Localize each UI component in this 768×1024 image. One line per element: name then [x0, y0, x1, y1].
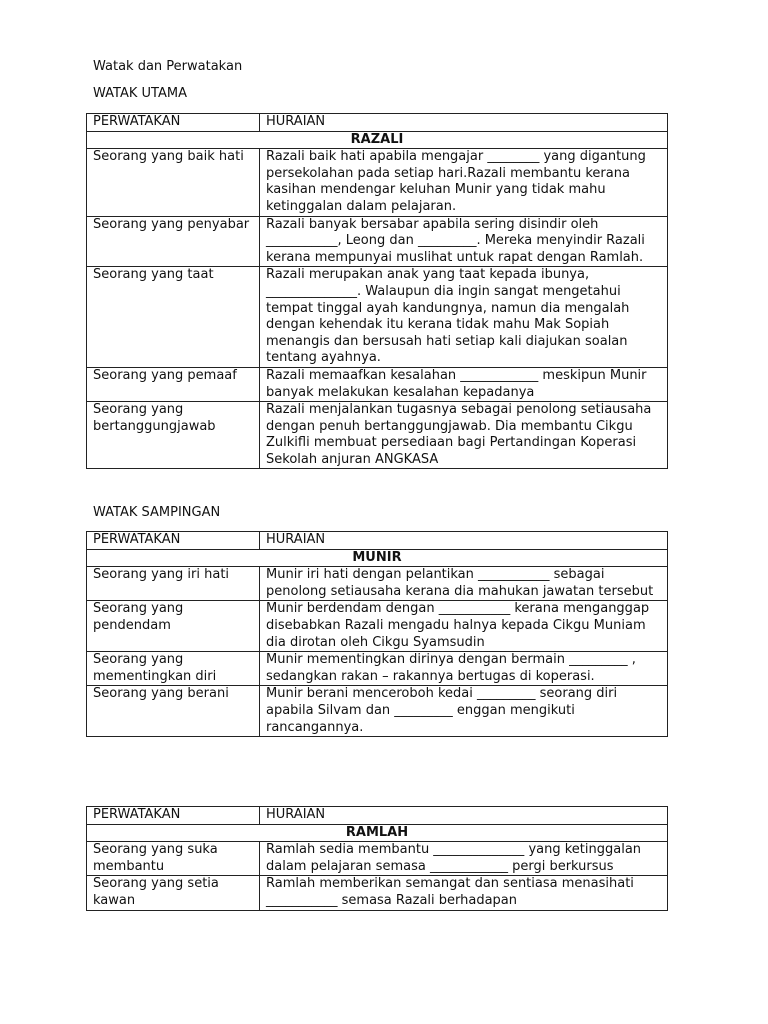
section-heading-watak-sampingan: WATAK SAMPINGAN: [93, 505, 221, 520]
character-name-ramlah: RAMLAH: [87, 824, 668, 842]
trait-cell: Seorang yang setia kawan: [87, 876, 260, 910]
table-row: [87, 216, 668, 267]
description-cell: Munir iri hati dengan pelantikan ___________ sebagai penolong setiausaha kerana dia mahukan jawatan tersebut: [260, 567, 668, 601]
table-row: [87, 149, 668, 216]
table-header-row: [87, 532, 668, 550]
description-cell: Munir mementingkan dirinya dengan bermain _________ , sedangkan rakan – rakannya bertugas di koperasi.: [260, 652, 668, 686]
trait-cell: Seorang yang taat: [87, 267, 260, 368]
column-header-perwatakan: PERWATAKAN: [87, 807, 260, 825]
character-name-row: [87, 824, 668, 842]
trait-cell: Seorang yang mementingkan diri: [87, 652, 260, 686]
description-cell: Razali banyak bersabar apabila sering disindir oleh ___________, Leong dan _________. Mereka menyindir Razali kerana mempunyai muslihat untuk rapat dengan Ramlah.: [260, 216, 668, 267]
description-cell: Razali baik hati apabila mengajar ________ yang digantung persekolahan pada setiap hari.Razali membantu kerana kasihan mendengar keluhan Munir yang tidak mahu ketinggalan dalam pelajaran.: [260, 149, 668, 216]
character-name-razali: RAZALI: [87, 131, 668, 149]
column-header-huraian: HURAIAN: [260, 114, 668, 132]
table-row: [87, 567, 668, 601]
section-heading-watak-utama: WATAK UTAMA: [93, 86, 187, 101]
table-row: [87, 686, 668, 737]
table-row: [87, 842, 668, 876]
description-cell: Ramlah sedia membantu ______________ yang ketinggalan dalam pelajaran semasa ____________ pergi berkursus: [260, 842, 668, 876]
table-razali: [86, 113, 668, 469]
table-row: [87, 601, 668, 652]
trait-cell: Seorang yang bertanggungjawab: [87, 402, 260, 469]
description-cell: Razali menjalankan tugasnya sebagai penolong setiausaha dengan penuh bertanggungjawab. Dia membantu Cikgu Zulkifli membuat persediaan bagi Pertandingan Koperasi Sekolah anjuran ANGKASA: [260, 402, 668, 469]
trait-cell: Seorang yang pendendam: [87, 601, 260, 652]
trait-cell: Seorang yang pemaaf: [87, 367, 260, 401]
trait-cell: Seorang yang berani: [87, 686, 260, 737]
trait-cell: Seorang yang penyabar: [87, 216, 260, 267]
column-header-perwatakan: PERWATAKAN: [87, 114, 260, 132]
trait-cell: Seorang yang suka membantu: [87, 842, 260, 876]
table-ramlah: [86, 806, 668, 911]
table-row: [87, 267, 668, 368]
description-cell: Munir berdendam dengan ___________ kerana menganggap disebabkan Razali mengadu halnya kepada Cikgu Muniam dia dirotan oleh Cikgu Syamsudin: [260, 601, 668, 652]
column-header-huraian: HURAIAN: [260, 532, 668, 550]
table-header-row: [87, 114, 668, 132]
description-cell: Razali merupakan anak yang taat kepada ibunya, ______________. Walaupun dia ingin sangat mengetahui tempat tinggal ayah kandungnya, namun dia mengalah dengan kehendak itu kerana tidak mahu Mak Sopiah menangis dan bersusah hati setiap kali diajukan soalan tentang ayahnya.: [260, 267, 668, 368]
description-cell: Razali memaafkan kesalahan ____________ meskipun Munir banyak melakukan kesalahan kepadanya: [260, 367, 668, 401]
table-row: [87, 652, 668, 686]
character-name-row: [87, 549, 668, 567]
table-row: [87, 402, 668, 469]
character-name-munir: MUNIR: [87, 549, 668, 567]
table-row: [87, 367, 668, 401]
table-header-row: [87, 807, 668, 825]
description-cell: Ramlah memberikan semangat dan sentiasa menasihati ___________ semasa Razali berhadapan: [260, 876, 668, 910]
trait-cell: Seorang yang baik hati: [87, 149, 260, 216]
character-name-row: [87, 131, 668, 149]
table-row: [87, 876, 668, 910]
table-munir: [86, 531, 668, 737]
document-title: Watak dan Perwatakan: [93, 59, 243, 74]
trait-cell: Seorang yang iri hati: [87, 567, 260, 601]
description-cell: Munir berani menceroboh kedai _________ seorang diri apabila Silvam dan _________ enggan mengikuti rancangannya.: [260, 686, 668, 737]
column-header-huraian: HURAIAN: [260, 807, 668, 825]
column-header-perwatakan: PERWATAKAN: [87, 532, 260, 550]
